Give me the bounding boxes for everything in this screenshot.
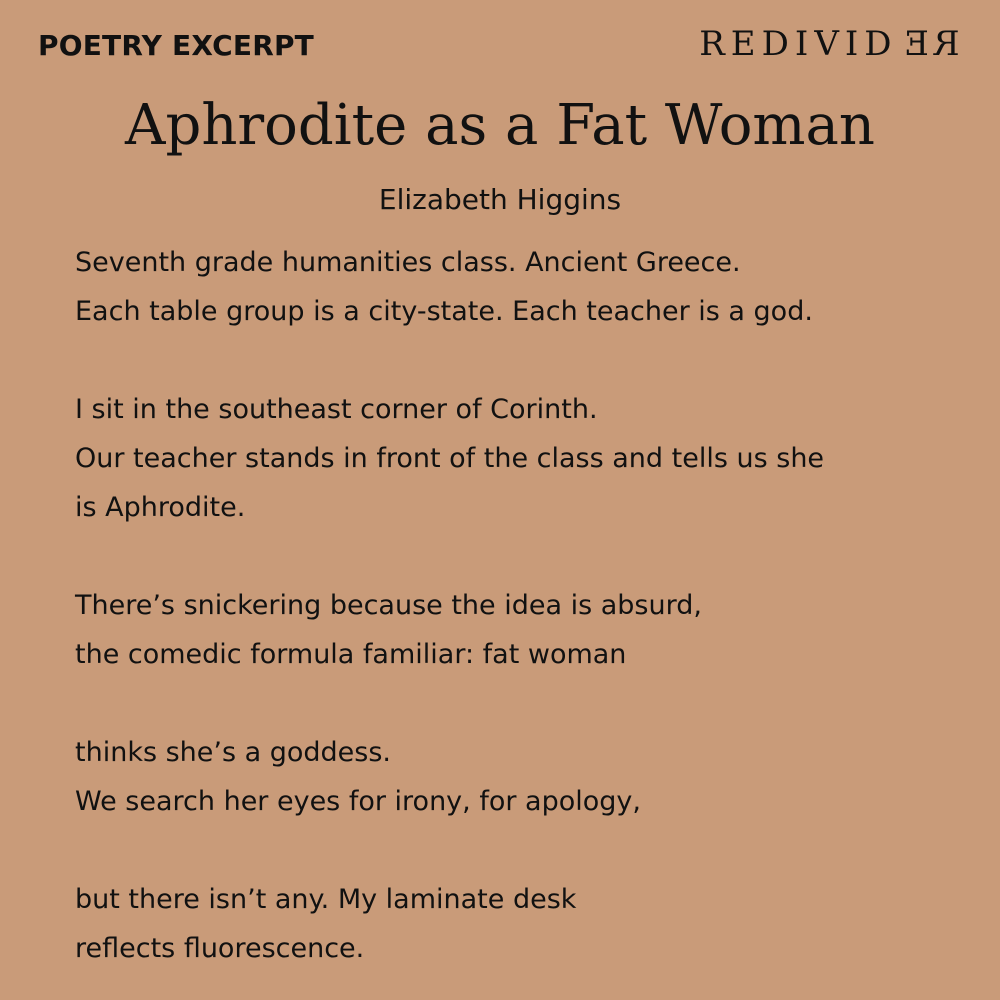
poem-line: There’s snickering because the idea is absurd, bbox=[75, 590, 702, 621]
poem-author: Elizabeth Higgins bbox=[378, 183, 622, 216]
stanza-break bbox=[75, 532, 975, 581]
poem-body bbox=[75, 238, 975, 973]
stanza-break bbox=[75, 826, 975, 875]
logo-text-main: REDIVID bbox=[699, 24, 898, 64]
poem-line: is Aphrodite. bbox=[75, 492, 246, 523]
poem-line: but there isn’t any. My laminate desk bbox=[75, 884, 577, 915]
logo-letter-e-mirrored: E bbox=[897, 24, 929, 64]
poem-line: I sit in the southeast corner of Corinth. bbox=[75, 394, 598, 425]
poem-line: We search her eyes for irony, for apology, bbox=[75, 786, 641, 817]
section-label: POETRY EXCERPT bbox=[38, 29, 314, 62]
stanza-break bbox=[75, 679, 975, 728]
poem-line: reflects fluorescence. bbox=[75, 933, 365, 964]
poem-line: Our teacher stands in front of the class and tells us she bbox=[75, 443, 825, 474]
poem-line: Each table group is a city-state. Each teacher is a god. bbox=[75, 296, 813, 327]
logo-letter-r-mirrored: R bbox=[928, 24, 960, 64]
poem-title: Aphrodite as a Fat Woman bbox=[125, 93, 875, 158]
poem-line: the comedic formula familiar: fat woman bbox=[75, 639, 627, 670]
redivider-logo bbox=[699, 22, 960, 66]
stanza-break bbox=[75, 336, 975, 385]
poem-line: Seventh grade humanities class. Ancient Greece. bbox=[75, 247, 741, 278]
poem-line: thinks she’s a goddess. bbox=[75, 737, 392, 768]
